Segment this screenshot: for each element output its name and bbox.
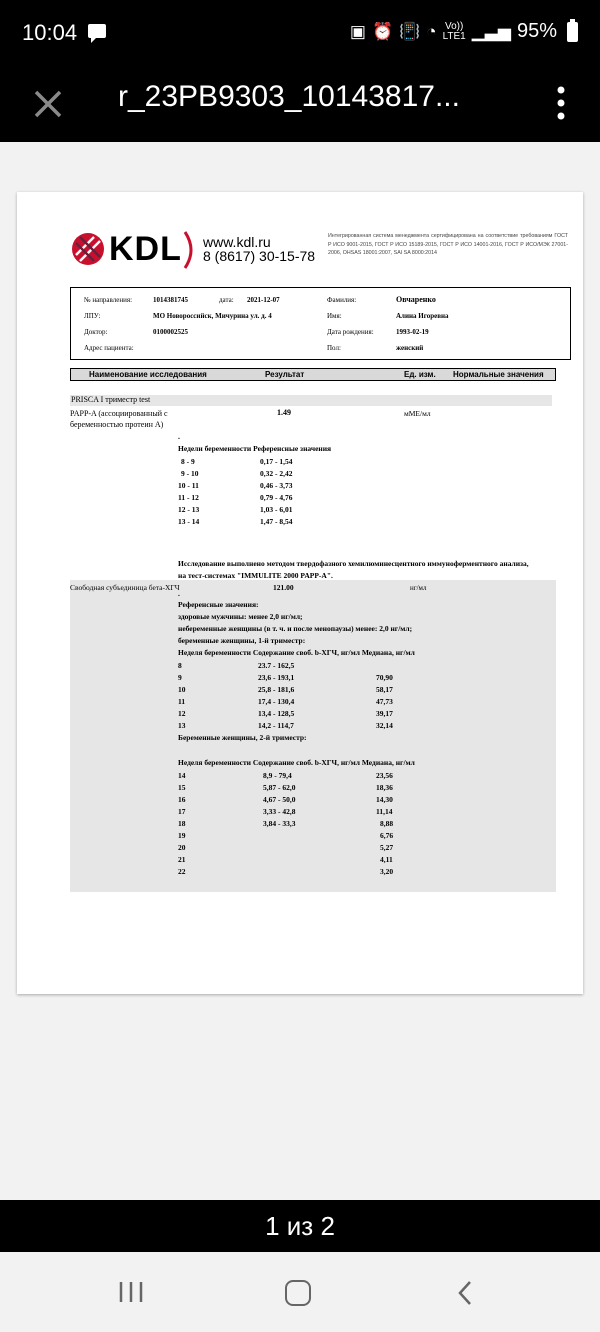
hcg-median: 14,30 — [376, 795, 393, 804]
hcg-week: 18 — [178, 819, 186, 828]
hcg-range: 8,9 - 79,4 — [263, 771, 292, 780]
method-note: Исследование выполнено методом твердофазного хемилюминесцентного иммуноферментного анализа, на тест-системах "IMMULITE 2000 PAPP-A". — [178, 559, 529, 580]
hcg-median: 32,14 — [376, 721, 393, 730]
referral-value: 1014381745 — [153, 296, 188, 304]
hcg-median: 5,27 — [380, 843, 394, 852]
col-unit: Ед. изм. — [404, 370, 436, 379]
hcg-range: 13,4 - 128,5 — [258, 709, 295, 718]
referral-label: № направления: — [84, 296, 133, 304]
hcg-ref-trimester1: беременные женщины, 1-й триместр: — [178, 636, 306, 645]
dob-value: 1993-02-19 — [396, 328, 429, 336]
hcg-week: 19 — [178, 831, 186, 840]
navigation-bar — [0, 1252, 600, 1332]
hcg-range: 3,33 - 42,8 — [263, 807, 296, 816]
lte-bottom-text: LTE1 — [442, 30, 466, 42]
hcg-ref-trimester2: Беременные женщины, 2-й триместр: — [178, 733, 307, 742]
hcg-median: 3,20 — [380, 867, 394, 876]
papp-ref-range: 1,47 - 8,54 — [260, 517, 293, 526]
col-normal: Нормальные значения — [453, 370, 544, 379]
hcg-unit: нг/мл — [410, 584, 427, 592]
papp-ref-week: 8 - 9 — [181, 457, 195, 466]
results-table-header — [70, 368, 556, 381]
hcg-median: 70,90 — [376, 673, 393, 682]
hcg-ref-nonpregnant: небеременные женщины (в т. ч. и после менопаузы) менее: 2,0 нг/мл; — [178, 624, 413, 633]
hcg-value: 121.00 — [273, 583, 294, 592]
hcg-label: Свободная субъединица бета-ХГЧ — [70, 583, 180, 592]
hcg-dot: . — [178, 589, 180, 598]
signal-icon: ▁▃▅ — [471, 21, 511, 41]
hcg-ref-men: здоровые мужчины: менее 2,0 нг/мл; — [178, 612, 303, 621]
hcg-range: 23.7 - 162,5 — [258, 661, 295, 670]
hcg-col-header-2: Неделя беременности Содержание своб. b-ХГЧ, нг/мл Медиана, нг/мл — [178, 758, 415, 767]
document-page[interactable] — [17, 192, 583, 994]
hcg-range: 4,67 - 50,0 — [263, 795, 296, 804]
surname-label: Фамилия: — [327, 296, 357, 304]
hcg-week: 16 — [178, 795, 186, 804]
file-title: r_23PB9303_10143817... — [118, 80, 460, 113]
hcg-median: 39,17 — [376, 709, 393, 718]
name-value: Алина Игоревна — [396, 312, 449, 320]
status-bar — [0, 0, 600, 68]
status-time: 10:04 — [22, 20, 78, 45]
hcg-col-header: Неделя беременности Содержание своб. b-ХГЧ, нг/мл Медиана, нг/мл — [178, 648, 415, 657]
page-indicator: 1 из 2 — [0, 1200, 600, 1252]
sim-card-icon: ▣ — [349, 21, 366, 41]
papp-ref-range: 1,03 - 6,01 — [260, 505, 293, 514]
hcg-median: 6,76 — [380, 831, 394, 840]
test-group-name: PRISCA I триместр test — [70, 395, 552, 406]
papp-ref-header: Недели беременности Референсные значения — [178, 444, 332, 453]
wifi-icon: ◔ — [426, 21, 437, 41]
papp-value: 1.49 — [277, 408, 291, 417]
hcg-median: 11,14 — [376, 807, 393, 816]
status-icons — [350, 20, 578, 43]
papp-ref-range: 0,46 - 3,73 — [260, 481, 293, 490]
document-viewer[interactable] — [0, 142, 600, 1200]
date-value: 2021-12-07 — [247, 296, 280, 304]
hcg-result-block — [70, 580, 556, 892]
lte-indicator — [443, 22, 466, 42]
papp-ref-range: 0,17 - 1,54 — [260, 457, 293, 466]
hcg-range: 25,8 - 181,6 — [258, 685, 295, 694]
hcg-week: 12 — [178, 709, 186, 718]
hcg-week: 14 — [178, 771, 186, 780]
lte-top-text: Vo)) — [444, 20, 464, 32]
papp-ref-week: 12 - 13 — [178, 505, 200, 514]
lpu-value: МО Новороссийск, Мичурина ул. д. 4 — [153, 312, 272, 320]
hcg-week: 13 — [178, 721, 186, 730]
hcg-week: 8 — [178, 661, 182, 670]
papp-ref-range: 0,79 - 4,76 — [260, 493, 293, 502]
papp-label: PAPP-A (ассоциированный с беременностью протеин А) — [70, 409, 168, 429]
hcg-median: 58,17 — [376, 685, 393, 694]
hcg-week: 9 — [178, 673, 182, 682]
papp-ref-week: 11 - 12 — [178, 493, 199, 502]
papp-dot: . — [178, 432, 180, 441]
kdl-logo-mark — [71, 232, 105, 266]
hcg-median: 23,56 — [376, 771, 393, 780]
hcg-range: 17,4 - 130,4 — [258, 697, 295, 706]
papp-ref-week: 10 - 11 — [178, 481, 199, 490]
papp-ref-week: 9 - 10 — [181, 469, 199, 478]
site-phone: 8 (8617) 30-15-78 — [203, 248, 316, 264]
back-icon[interactable] — [456, 1280, 474, 1306]
dob-label: Дата рождения: — [327, 328, 374, 336]
vibrate-icon: 📳 — [399, 21, 421, 41]
hcg-week: 11 — [178, 697, 186, 706]
hcg-range: 5,87 - 62,0 — [263, 783, 296, 792]
recent-apps-icon[interactable] — [118, 1280, 144, 1304]
hcg-median: 8,88 — [380, 819, 394, 828]
address-label: Адрес пациента: — [84, 344, 134, 352]
battery-icon — [567, 22, 578, 42]
site-url: www.kdl.ru — [203, 234, 271, 250]
alarm-icon: ⏰ — [371, 21, 394, 41]
kdl-logo-text: KDL — [109, 230, 182, 268]
name-label: Имя: — [327, 312, 342, 320]
hcg-week: 20 — [178, 843, 186, 852]
hcg-median: 18,36 — [376, 783, 393, 792]
lpu-label: ЛПУ: — [84, 312, 101, 320]
date-label: дата: — [219, 296, 234, 304]
papp-ref-range: 0,32 - 2,42 — [260, 469, 293, 478]
sex-label: Пол: — [327, 344, 341, 352]
papp-unit: мМЕ/мл — [404, 409, 431, 418]
col-name: Наименование исследования — [89, 370, 207, 379]
hcg-median: 47,73 — [376, 697, 393, 706]
app-bar — [0, 68, 600, 142]
patient-info-box — [70, 287, 571, 360]
logo-arc-icon — [183, 230, 197, 270]
sex-value: женский — [396, 344, 424, 352]
doctor-value: 0100002525 — [153, 328, 188, 336]
doctor-label: Доктор: — [84, 328, 108, 336]
hcg-week: 17 — [178, 807, 186, 816]
hcg-range: 14,2 - 114,7 — [258, 721, 294, 730]
close-icon[interactable] — [28, 84, 68, 124]
home-icon[interactable] — [285, 1280, 311, 1306]
hcg-week: 15 — [178, 783, 186, 792]
hcg-week: 21 — [178, 855, 186, 864]
battery-percent: 95% — [516, 20, 557, 42]
surname-value: Овчаренко — [396, 295, 436, 304]
more-options-icon[interactable] — [546, 82, 576, 126]
message-notification-icon — [88, 24, 106, 38]
hcg-range: 23,6 - 193,1 — [258, 673, 295, 682]
hcg-week: 22 — [178, 867, 186, 876]
hcg-range: 3,84 - 33,3 — [263, 819, 296, 828]
papp-ref-week: 13 - 14 — [178, 517, 200, 526]
hcg-median: 4,11 — [380, 855, 393, 864]
col-result: Результат — [265, 370, 305, 379]
certification-text: Интегрированная система менеджмента сертифицирована на соответствие требованиям ГОСТ Р ИСО 9001-2015, ГОСТ Р ИСО 15189-2015, ГОСТ Р ИСО 14001-2016, ГОСТ Р ИСО/МЭК 27001-2006, OHSAS 18001:2007, SAI SA 8000:2014 — [328, 233, 568, 256]
hcg-ref-title: Референсные значения: — [178, 600, 259, 609]
hcg-week: 10 — [178, 685, 186, 694]
